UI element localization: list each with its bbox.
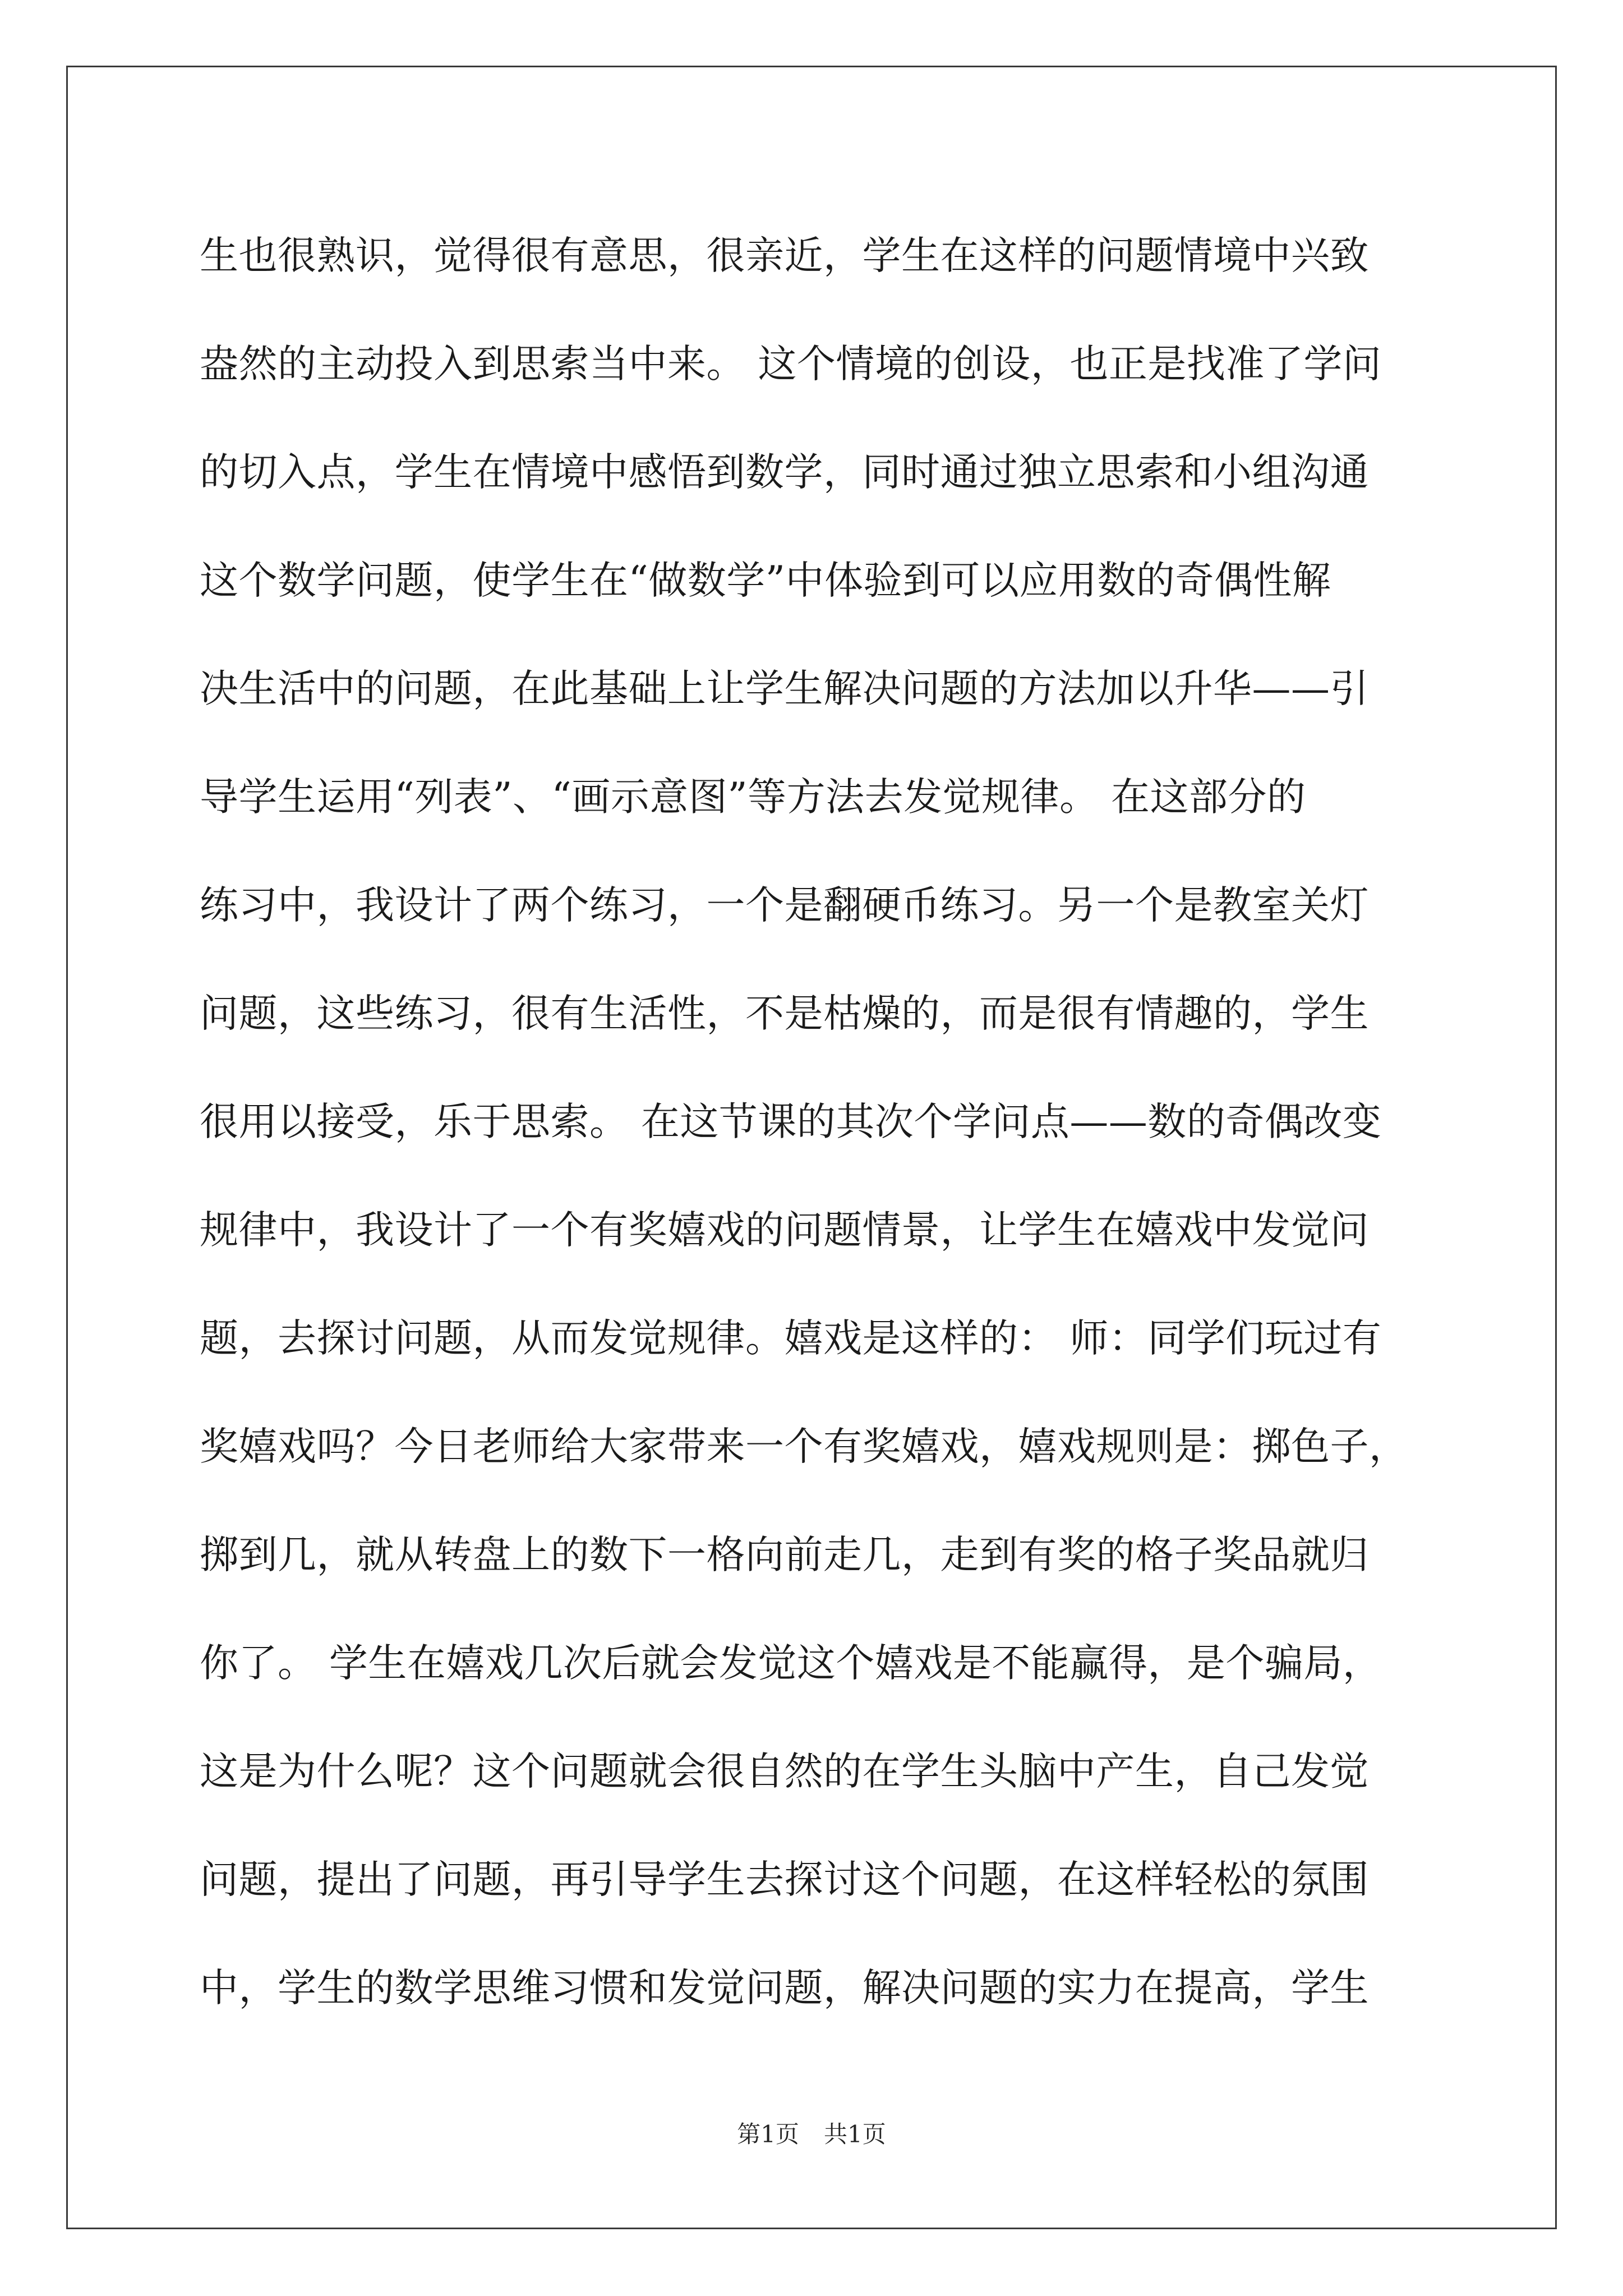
text-line: 你了。 学生在嬉戏几次后就会发觉这个嬉戏是不能赢得，是个骗局， — [200, 1641, 1382, 1686]
text-line: 奖嬉戏吗？今日老师给大家带来一个有奖嬉戏，嬉戏规则是：掷色子， — [200, 1424, 1408, 1469]
text-line: 盎然的主动投入到思索当中来。 这个情境的创设，也正是找准了学问 — [200, 342, 1382, 386]
text-line: 这是为什么呢？这个问题就会很自然的在学生头脑中产生，自己发觉 — [200, 1749, 1369, 1794]
text-line: 练习中，我设计了两个练习，一个是翻硬币练习。另一个是教室关灯 — [200, 883, 1369, 928]
text-line: 掷到几，就从转盘上的数下一格向前走几，走到有奖的格子奖品就归 — [200, 1533, 1369, 1577]
text-line: 问题，这些练习，很有生活性，不是枯燥的，而是很有情趣的，学生 — [200, 991, 1369, 1036]
page-number-total: 共1页 — [824, 2120, 886, 2148]
text-line: 导学生运用“列表”、“画示意图”等方法去发觉规律。 在这部分的 — [200, 775, 1306, 820]
text-line: 规律中，我设计了一个有奖嬉戏的问题情景，让学生在嬉戏中发觉问 — [200, 1208, 1369, 1253]
text-line: 题，去探讨问题，从而发觉规律。嬉戏是这样的： 师：同学们玩过有 — [200, 1316, 1382, 1361]
text-line: 问题，提出了问题，再引导学生去探讨这个问题，在这样轻松的氛围 — [200, 1857, 1369, 1902]
document-body — [200, 202, 1428, 2042]
text-line: 很用以接受，乐于思索。 在这节课的其次个学问点——数的奇偶改变 — [200, 1099, 1382, 1144]
page-footer — [0, 2118, 1623, 2151]
text-line: 生也很熟识，觉得很有意思，很亲近，学生在这样的问题情境中兴致 — [200, 233, 1369, 278]
text-line: 这个数学问题，使学生在“做数学”中体验到可以应用数的奇偶性解 — [200, 558, 1331, 603]
text-line: 的切入点，学生在情境中感悟到数学，同时通过独立思索和小组沟通 — [200, 450, 1369, 495]
text-line: 决生活中的问题，在此基础上让学生解决问题的方法加以升华——引 — [200, 666, 1369, 711]
text-line: 中，学生的数学思维习惯和发觉问题，解决问题的实力在提高，学生 — [200, 1966, 1369, 2010]
page-number-current: 第1页 — [737, 2120, 799, 2148]
